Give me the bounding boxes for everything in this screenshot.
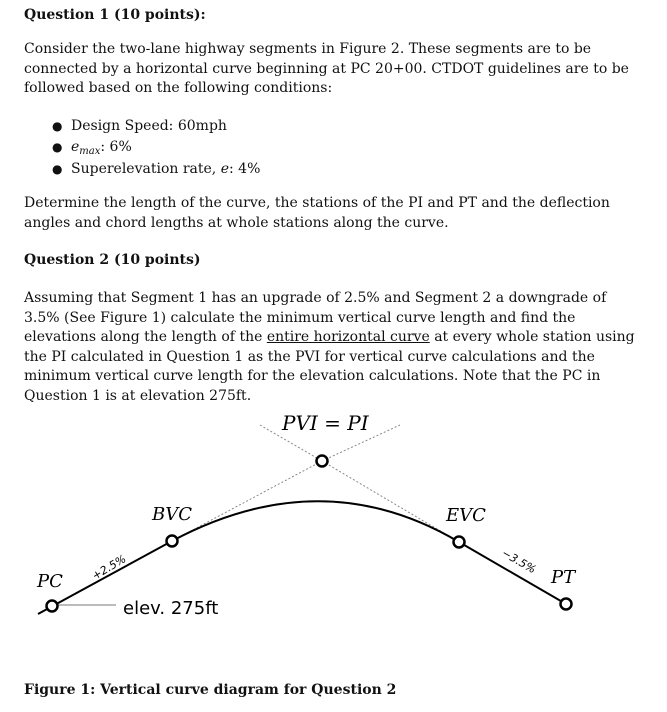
vertical-curve bbox=[172, 501, 459, 542]
question-1-intro: Consider the two-lane highway segments in Figure 2. These segments are to be connected by a horizontal curve beginning at PC 20+00. CTDOT guidelines are to be followed based on the following conditions: bbox=[24, 41, 629, 96]
pvi-label: PVI = PI bbox=[282, 411, 369, 435]
emax-subscript: max bbox=[79, 145, 101, 157]
figure-caption: Figure 1: Vertical curve diagram for Question 2 bbox=[24, 682, 397, 698]
emax-symbol: e bbox=[71, 138, 80, 155]
pc-label: PC bbox=[37, 571, 63, 592]
question-2-text-end: at every whole station using the PI calculated in Question 1 as the PVI for vertical curve calculations and the minimum vertical curve length for the elevation calculations. Note that the PC in Question 1 is at elevation 275ft. bbox=[24, 329, 635, 404]
bullet-icon: ● bbox=[52, 162, 63, 176]
superelevation-symbol: e bbox=[220, 161, 229, 177]
design-speed-label: Design Speed: bbox=[71, 118, 174, 134]
incoming-grade-label: +2.5% bbox=[89, 552, 129, 583]
bullet-icon: ● bbox=[52, 139, 63, 154]
question-1-heading: Question 1 (10 points): bbox=[24, 7, 206, 23]
pc-point bbox=[47, 601, 58, 612]
bullet-icon: ● bbox=[52, 119, 63, 133]
bvc-point bbox=[167, 536, 178, 547]
pvi-point bbox=[317, 456, 328, 467]
emax-value: : 6% bbox=[100, 138, 132, 155]
question-2-heading: Question 2 (10 points) bbox=[24, 252, 201, 268]
question-1-task: Determine the length of the curve, the stations of the PI and PT and the deflection angles and chord lengths at whole stations along the curve. bbox=[24, 195, 610, 231]
question-2-text-start: Assuming that Segment 1 has an upgrade of 2.5% and Segment 2 a downgrade of 3.5% (See Figure 1) calculate the minimum vertical curve length and find the elevations along the length of the bbox=[24, 290, 607, 345]
elevation-label: elev. 275ft bbox=[123, 598, 219, 619]
question-2-underlined: entire horizontal curve bbox=[266, 329, 430, 345]
evc-point bbox=[454, 537, 465, 548]
pt-label: PT bbox=[551, 567, 576, 588]
pt-point bbox=[561, 599, 572, 610]
evc-label: EVC bbox=[446, 505, 486, 526]
superelevation-label: Superelevation rate, bbox=[71, 161, 217, 177]
outgoing-grade-label: −3.5% bbox=[499, 546, 539, 577]
bvc-label: BVC bbox=[152, 504, 192, 525]
superelevation-value: : 4% bbox=[229, 161, 261, 177]
design-speed-value: 60mph bbox=[177, 118, 227, 134]
